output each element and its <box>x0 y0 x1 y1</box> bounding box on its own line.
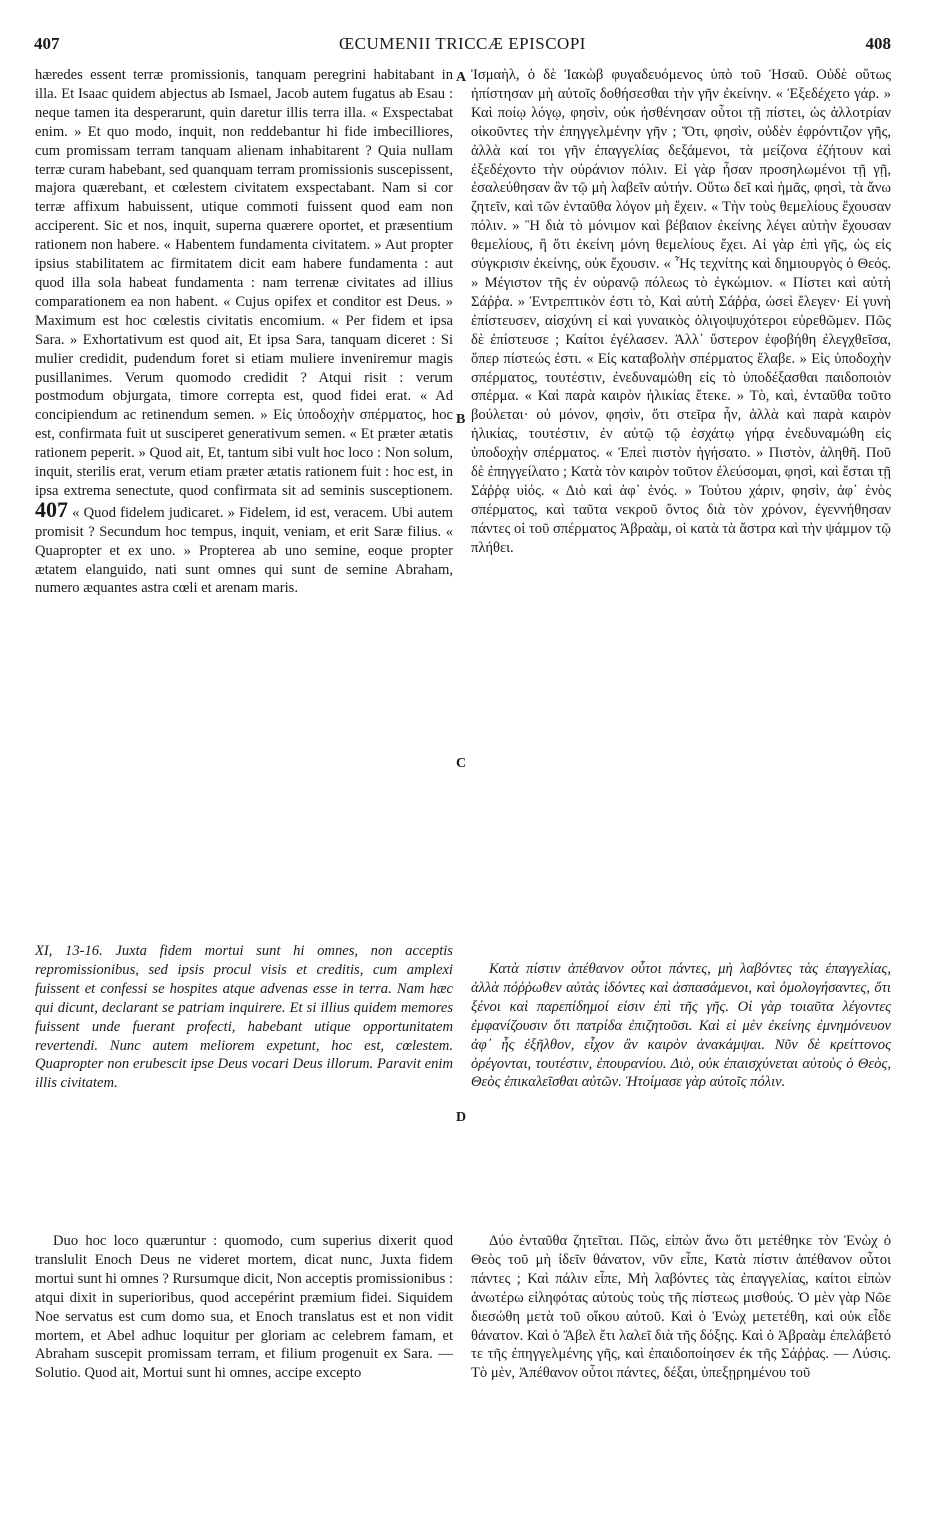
margin-letter-d: D <box>456 1110 467 1125</box>
margin-letter-b: B <box>456 412 466 427</box>
margin-letter-a: A <box>456 70 467 85</box>
greek-column-top <box>471 66 891 866</box>
greek-column-bottom <box>471 1232 891 1532</box>
greek-lemma-text: Κατὰ πίστιν ἀπέθανον οὗτοι πάντες, μὴ λαβόντες τὰς ἐπαγγελίας, ἀλλὰ πόῤῥωθεν αὐτὰς ἰδόντες καὶ ἀσπασάμενοι, καὶ ὁμολογήσαντες, ὅτι ξένοι καὶ παρεπίδημοί εἰσιν ἐπὶ τῆς γῆς. Οἱ γὰρ τοιαῦτα λέγοντες ἐμφανίζουσιν ὅτι πατρίδα ἐπιζητοῦσι. Καὶ εἰ μὲν ἐκείνης ἐμνημόνευον ἀφ᾽ ἧς ἐξῆλθον, εἶχον ἂν καιρὸν ἀνακάμψαι. Νῦν δὲ κρείττονος ὀρέγονται, τουτέστιν, ἐπουρανίου. Διὸ, οὐκ ἐπαισχύνεται αὐτοὺς ὁ Θεὸς, Θεὸς ἐπικαλεῖσθαι αὐτῶν. Ἡτοίμασε γὰρ αὐτοῖς πόλιν. <box>471 961 891 1091</box>
latin-paragraph-bottom: Duo hoc loco quæruntur : quomodo, cum superius dixerit quod translulit Enoch Deus ne videret mortem, dicat nunc, Juxta fidem mortui sunt hi omnes ? Rursumque dicit, Non acceptis promissionibus : atqui dixit in superioribus, quod accepérint præmium fidei. Siquidem Noe servatus est cum domo sua, et Enoch translatus est et non vidit mortem, et Abel adhuc loquitur per gloriam ac celebrem famam, et Abraham suscepit promissam terram, et filium progenuit ex Sara. — Solutio. Quod ait, Mortui sunt hi omnes, accipe excepto <box>35 1233 453 1382</box>
latin-lemma <box>35 942 453 1192</box>
latin-paragraph-top: hæredes essent terræ promissionis, tanquam peregrini habitabant in illa. Et Isaac quidem abjectus ab Ismael, Jacob autem fugatus ab Esau : neque tamen ita desperarunt, quin daretur illis terra illa. « Exspectabat enim. » Et quo modo, inquit, non reddebantur hi fide imbecilliores, cum promissam terram tanquam alienam inhabitarent ? Quia nullam terræ curam habebant, sed quanquam terram promissionis suscepissent, majora quærebant, et cœlestem civitatem exspectabant. Nam si cor terræ affixum habuissent, utique commoti fuissent quod eam non acciperent. Sic et nos, inquit, superna quærere oportet, et præsentium rationem non habere. « Habentem fundamenta civitatem. » Aut propter ipsius stabilitatem ac firmitatem dicit eam habere fundamenta : aut quod illa sola habeat fundamenta : nam terrenæ civitates ad illius comparationem ea non habent. « Cujus opifex et conditor est Deus. » Maximum est hoc cœlestis civitatis encomium. « Per fidem et ipsa Sara. » Exhortativum est quod ait, Et ipsa Sara, tanquam diceret : Si mulier credidit, pudendum foret si etiam muliere inveniremur magis pusillanimes. Verum quomodo credidit ? Atqui risit : verum postmodum objurgata, timore correpta est, quod fidei erat. « Ad concipiendum ac retinendum semen. » Εἰς ὑποδοχὴν σπέρματος, hoc est, confirmata fuit ut susciperet generativum semen. « Et præter ætatis rationem peperit. » Quod ait, Et, tantum sibi vult hoc loco : Non solum, inquit, sterilis erat, verum etiam præter ætatis rationem fuit : hoc est, in ipsa extrema senectute, quod confirmata sit ad seminis susceptionem. 407 « Quod fidelem judicaret. » Fidelem, id est, veracem. Ubi autem promisit ? Secundum hoc tempus, inquit, veniam, et erit Saræ filius. « Quapropter et ex uno. » Propterea ab uno semine, eoque propter ætatem elanguido, nati sunt omnes qui sunt de semine Abraham, numero æquantes astra cœli et arenam maris. <box>35 67 453 597</box>
latin-column-top <box>35 66 453 846</box>
greek-paragraph-bottom: Δύο ἐνταῦθα ζητεῖται. Πῶς, εἰπὼν ἄνω ὅτι μετέθηκε τὸν Ἐνὼχ ὁ Θεὸς τοῦ μὴ ἰδεῖν θάνατον, νῦν εἶπε, Κατὰ πίστιν ἀπέθανον οὗτοι πάντες ; Καὶ πάλιν εἶπε, Μὴ λαβόντες τὰς ἐπαγγελίας, καίτοι εἰπὼν ἀνωτέρω εἰληφότας αὐτοὺς τοὺς τῆς πίστεως μισθούς. Ὁ μὲν γὰρ Νῶε διεσώθη μετὰ τοῦ οἴκου αὐτοῦ. Καὶ ὁ Ἐνὼχ μετετέθη, καὶ οὐκ εἶδε θάνατον. Καὶ ὁ Ἄβελ ἔτι λαλεῖ διὰ τῆς δόξης. Καὶ ὁ Ἀβραὰμ ἐπελάβετό τε τῆς ἐπηγγελμένης γῆς, καὶ ἐπαιδοποίησεν ἐκ τῆς Σάῤῥας. — Λύσις. Τὸ μὲν, Ἀπέθανον οὗτοι πάντες, δέξαι, ὑπεξῃρημένου τοῦ <box>471 1233 891 1382</box>
left-page-number: 407 <box>34 34 60 53</box>
column-number: 407 <box>35 496 68 522</box>
running-header <box>34 34 891 58</box>
right-page-number: 408 <box>865 34 891 53</box>
latin-lemma-text: XI, 13-16. Juxta fidem mortui sunt hi omnes, non acceptis repromissionibus, sed ipsis procul visis et creditis, cum amplexi fuissent et confessi se hospites atque advenas esse in terra. Nam hæc qui dicunt, declarant se patriam inquirere. Et si illius quidem memores fuissent unde fuerant profecti, habebant utique opportunitatem revertendi. Nunc autem meliorem expetunt, hoc est, cœlestem. Quapropter non erubescit ipse Deus vocari Deus illorum. Paravit enim illis civitatem. <box>35 943 453 1092</box>
greek-lemma <box>471 960 891 1190</box>
greek-paragraph-top: Ἰσμαὴλ, ὁ δὲ Ἰακὼβ φυγαδευόμενος ὑπὸ τοῦ Ἡσαῦ. Οὐδὲ οὕτως ἠπίστησαν μὴ αὐτοῖς δοθήσεσθαι τὴν γῆν ἐκείνην. « Ἐξεδέχετο γάρ. » Καὶ ποίῳ λόγῳ, φησὶν, οὐκ ἠσθένησαν οὗτοι τῇ πίστει, ὡς ἀλλοτρίαν οἰκοῦντες τὴν ἐπηγγελμένην γῆν ; Ὅτι, φησὶν, οὐδὲν ἐφρόντιζον γῆς, ἀλλὰ καί τοι γῆν ἐπαγγελίας δεξάμενοι, τὰ μείζονα ἐζήτουν καὶ ἐξεδέχοντο τὴν οὐράνιον πόλιν. Εἰ γὰρ ἦσαν προσηλωμένοι τῇ γῇ, ἐσαλεύθησαν ἂν τῷ μὴ λαβεῖν αὐτήν. Οὕτω δεῖ καὶ ἡμᾶς, φησὶ, τὰ ἄνω ζητεῖν, καὶ τῶν ἐνταῦθα λόγον μὴ ἔχειν. « Τὴν τοὺς θεμελίους ἔχουσαν πόλιν. » Ἢ διὰ τὸ μόνιμον καὶ βέβαιον ἐκείνης λέγει αὐτὴν ἔχουσαν θεμελίους, ἢ ὅτι ἐκείνη μόνη θεμελίους ἔχει. Αἱ γὰρ ἐπὶ γῆς, ὡς εἰς σύγκρισιν ἐκείνης, οὐκ ἔχουσιν. « Ἧς τεχνίτης καὶ δημιουργὸς ὁ Θεός. » Μέγιστον τῆς ἐν οὐρανῷ πόλεως τὸ ἐγκώμιον. « Πίστει καὶ αὐτὴ Σάῤῥα. » Ἐντρεπτικὸν ἐστι τὸ, Καὶ αὐτὴ Σάῤῥα, ὡσεὶ ἔλεγεν· Εἰ γυνὴ ἐπίστευσεν, αἰσχύνη εἰ καὶ γυναικὸς ὀλιγοψυχότεροι εὑρεθῶμεν. Πῶς δὲ ἐπίστευσε ; Καίτοι ἐγέλασεν. Ἀλλ᾽ ὕστερον ἐφοβήθη ἐλεγχθεῖσα, ὅπερ πίστεώς ἐστι. « Εἰς καταβολὴν σπέρματος ἔλαβε. » Εἰς ὑποδοχὴν σπέρματος, τουτέστιν, ἐνεδυναμώθη εἰς τὸ ὑποδέξασθαι παιδοποιὸν σπέρμα. « Καὶ παρὰ καιρὸν ἡλικίας ἔτεκε. » Τὸ, καὶ, ἐνταῦθα τοῦτο βούλεται· οὐ μόνον, φησὶν, ὅτι στεῖρα ἦν, ἀλλὰ καὶ παρὰ καιρὸν ἡλικίας, τουτέστιν, ἐν αὐτῷ τῷ ἐσχάτῳ γήρᾳ ἐνεδυναμώθη εἰς ὑποδοχὴν σπέρματος. « Ἐπεὶ πιστὸν ἡγήσατο. » Πιστὸν, ἀληθῆ. Ποῦ δὲ ἐπηγγείλατο ; Κατὰ τὸν καιρὸν τοῦτον ἐλεύσομαι, φησὶ, καὶ ἔσται τῇ Σάῤῥᾳ υἱός. « Διὸ καὶ ἀφ᾽ ἑνός. » Τούτου χάριν, φησὶν, ἀφ᾽ ἑνὸς σπέρματος, καὶ ταῦτα νεκροῦ ὄντος διὰ τὸν χρόνον, ἐγεννήθησαν πάντες οἱ τοῦ σπέρματος Ἀβραὰμ, οἱ κατὰ τὰ ἄστρα καὶ τὴν ψάμμον τῷ πλήθει. <box>471 67 891 556</box>
margin-letter-c: C <box>456 756 467 771</box>
running-title: ŒCUMENII TRICCÆ EPISCOPI <box>339 34 586 53</box>
latin-column-bottom <box>35 1232 453 1532</box>
